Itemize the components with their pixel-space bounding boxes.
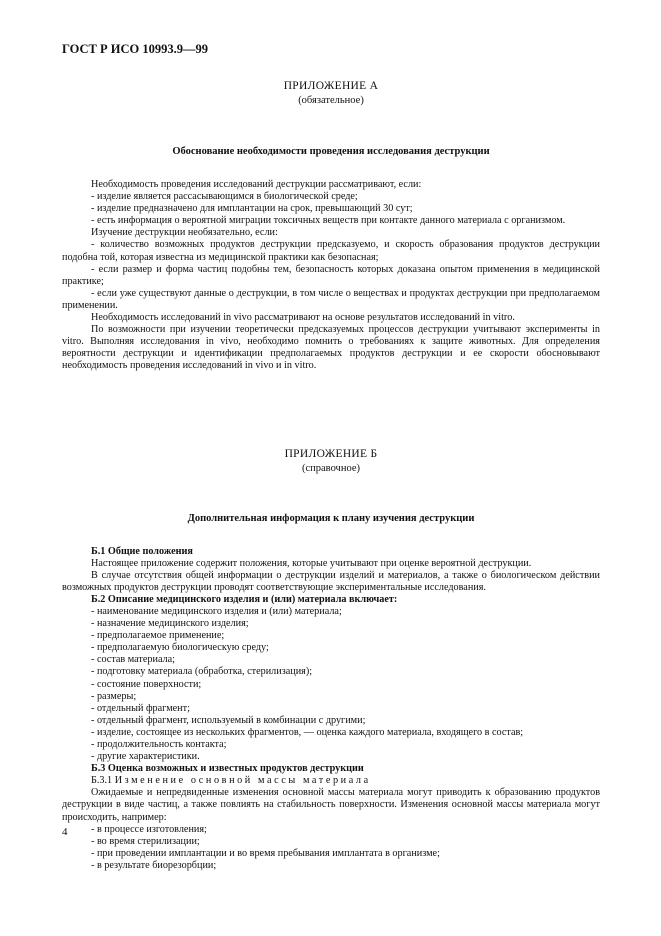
list-item: - размеры; [91, 690, 137, 702]
paragraph: Настоящее приложение содержит положения, которые учитывают при оценке вероятной деструкции. [91, 557, 532, 569]
list-item: - в результате биорезорбции; [91, 859, 217, 871]
paragraph: Необходимость проведения исследований деструкции рассматривают, если: [91, 179, 422, 190]
list-item: - если размер и форма частиц подобны тем, безопасность которых доказана опытом применения в медицинской практике; [62, 263, 600, 287]
page-number: 4 [62, 826, 68, 838]
appendix-a-status: (обязательное) [298, 95, 364, 106]
section-b2-heading: Б.2 Описание медицинского изделия и (или) материала включает: [91, 593, 398, 605]
section-b3-heading: Б.3 Оценка возможных и известных продуктов деструкции [91, 763, 364, 775]
list-item: - изделие предназначено для имплантации на срок, превышающий 30 сут; [91, 203, 413, 215]
appendix-a-title: ПРИЛОЖЕНИЕ А [283, 80, 379, 92]
paragraph: В случае отсутствия общей информации о деструкции изделий и материалов, а также о биологическом действии возможных продуктов деструкции проводят соответствующие экспериментальные исследования. [62, 569, 600, 593]
list-item: - наименование медицинского изделия и (или) материала; [91, 605, 342, 617]
list-item: - изделие, состоящее из нескольких фрагментов, — оценка каждого материала, входящего в состав; [91, 726, 524, 738]
subsection-b31-heading [62, 775, 600, 787]
list-item: - отдельный фрагмент, используемый в комбинации с другими; [91, 714, 366, 726]
list-item: - если уже существуют данные о деструкции, в том числе о веществах и продуктах деструкции при предполагаемом применении. [62, 287, 600, 311]
list-item: - есть информация о вероятной миграции токсичных веществ при контакте данного материала с организмом. [91, 215, 566, 227]
list-item: - продолжительность контакта; [91, 739, 227, 750]
list-item: - количество возможных продуктов деструкции предсказуемо, и скорость образования продуктов деструкции подобна той, которая известна из медицинской практики как безопасная; [62, 239, 600, 263]
paragraph: Необходимость исследований in vivo рассматривают на основе результатов исследований in vitro. [91, 312, 515, 324]
list-item: - изделие является рассасывающимся в биологической среде; [91, 191, 358, 203]
list-item: - состояние поверхности; [91, 678, 202, 690]
list-item: - предполагаемое применение; [91, 630, 225, 642]
list-item: - состав материала; [91, 654, 175, 666]
list-item: - отдельный фрагмент; [91, 702, 190, 714]
list-item: - предполагаемую биологическую среду; [91, 642, 269, 654]
paragraph: Ожидаемые и непредвиденные изменения основной массы материала могут приводить к образованию продуктов деструкции в виде частиц, а также повлиять на стабильность поверхности. Изменения основной массы материала могут происходить, например: [62, 787, 600, 823]
subsection-b31-number: Б.3.1 [91, 775, 113, 787]
list-item: - назначение медицинского изделия; [91, 618, 249, 630]
appendix-b-status: (справочное) [302, 462, 360, 474]
appendix-a-heading: Обоснование необходимости проведения исследования деструкции [172, 146, 490, 157]
paragraph: Изучение деструкции необязательно, если: [91, 227, 278, 239]
list-item: - в процессе изготовления; [91, 823, 207, 835]
list-item: - при проведении имплантации и во время пребывания имплантата в организме; [91, 847, 440, 859]
document-id: ГОСТ Р ИСО 10993.9—99 [62, 42, 208, 56]
appendix-b-title: ПРИЛОЖЕНИЕ Б [284, 447, 378, 460]
section-b1-heading: Б.1 Общие положения [91, 545, 193, 557]
list-item: - другие характеристики. [91, 751, 200, 763]
paragraph: По возможности при изучении теоретически предсказуемых процессов деструкции учитывают эксперименты in vitro. Выполняя исследования in vivo, необходимо помнить о требованиях к защите животных. Для определения вероятности деструкции и идентификации предполагаемых продуктов деструкции и ее скорости обосновывают необходимость проведения исследований in vivo и in vitro. [62, 324, 600, 372]
appendix-b-heading: Дополнительная информация к плану изучения деструкции [187, 512, 475, 524]
list-item: - подготовку материала (обработка, стерилизация); [91, 666, 313, 678]
page [62, 42, 600, 872]
list-item: - во время стерилизации; [91, 835, 200, 847]
subsection-b31-title: Изменение основной массы материала [114, 775, 371, 787]
